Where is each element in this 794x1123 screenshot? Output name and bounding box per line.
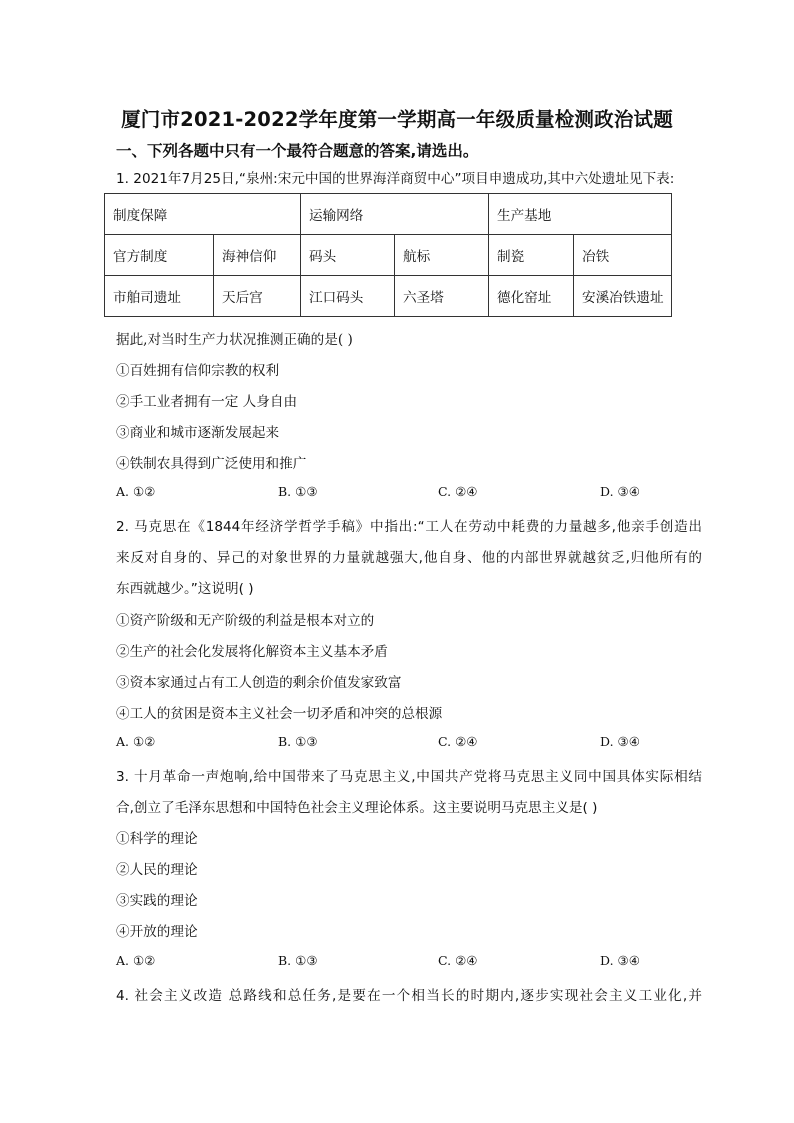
choice-d[interactable]: D. ③④ bbox=[600, 484, 640, 499]
q3-option-4: ④开放的理论 bbox=[116, 924, 198, 940]
table-cell: 官方制度 bbox=[105, 235, 214, 276]
table-header-cell: 制度保障 bbox=[105, 194, 301, 235]
table-cell: 码头 bbox=[301, 235, 395, 276]
table-header-row bbox=[105, 194, 672, 235]
table-header-cell: 运输网络 bbox=[301, 194, 489, 235]
table-cell: 航标 bbox=[395, 235, 489, 276]
choice-a[interactable]: A. ①② bbox=[116, 734, 156, 749]
q1-question: 据此,对当时生产力状况推测正确的是( ) bbox=[116, 332, 353, 348]
q1-option-3: ③商业和城市逐渐发展起来 bbox=[116, 425, 280, 441]
table-cell: 六圣塔 bbox=[395, 276, 489, 317]
table-cell: 市舶司遗址 bbox=[105, 276, 214, 317]
q3-option-1: ①科学的理论 bbox=[116, 831, 198, 847]
choice-a[interactable]: A. ①② bbox=[116, 484, 156, 499]
table-header-cell: 生产基地 bbox=[489, 194, 672, 235]
choice-d[interactable]: D. ③④ bbox=[600, 734, 640, 749]
choice-b[interactable]: B. ①③ bbox=[278, 734, 318, 749]
q2-stem-line-3: 东西就越少。”这说明( ) bbox=[116, 581, 254, 597]
q2-stem-line-2: 来反对自身的、异己的对象世界的力量就越强大,他自身、他的内部世界就越贫乏,归他所有的 bbox=[116, 550, 702, 566]
exam-title: 厦门市2021-2022学年度第一学期高一年级质量检测政治试题 bbox=[121, 108, 673, 131]
q2-option-4: ④工人的贫困是资本主义社会一切矛盾和冲突的总根源 bbox=[116, 706, 443, 722]
q1-option-2: ②手工业者拥有一定 人身自由 bbox=[116, 394, 298, 410]
q1-option-1: ①百姓拥有信仰宗教的权利 bbox=[116, 363, 280, 379]
table-cell: 海神信仰 bbox=[214, 235, 301, 276]
table-cell: 天后宫 bbox=[214, 276, 301, 317]
table-cell: 制瓷 bbox=[489, 235, 574, 276]
choice-b[interactable]: B. ①③ bbox=[278, 484, 318, 499]
section-heading: 一、下列各题中只有一个最符合题意的答案,请选出。 bbox=[116, 142, 479, 160]
table-row bbox=[105, 235, 672, 276]
choice-a[interactable]: A. ①② bbox=[116, 953, 156, 968]
choice-d[interactable]: D. ③④ bbox=[600, 953, 640, 968]
heritage-sites-table bbox=[104, 193, 672, 317]
q3-stem-line-1: 3. 十月革命一声炮响,给中国带来了马克思主义,中国共产党将马克思主义同中国具体实际相结 bbox=[116, 769, 702, 785]
table-cell: 冶铁 bbox=[574, 235, 672, 276]
q4-stem-line-1: 4. 社会主义改造 总路线和总任务,是要在一个相当长的时期内,逐步实现社会主义工业化,并 bbox=[116, 988, 702, 1004]
q1-option-4: ④铁制农具得到广泛使用和推广 bbox=[116, 456, 307, 472]
choice-c[interactable]: C. ②④ bbox=[438, 734, 478, 749]
q2-option-3: ③资本家通过占有工人创造的剩余价值发家致富 bbox=[116, 675, 402, 691]
q2-option-1: ①资产阶级和无产阶级的利益是根本对立的 bbox=[116, 613, 375, 629]
table-row bbox=[105, 276, 672, 317]
q2-stem-line-1: 2. 马克思在《1844年经济学哲学手稿》中指出:“工人在劳动中耗费的力量越多,他亲手创造出 bbox=[116, 519, 702, 535]
q3-option-2: ②人民的理论 bbox=[116, 862, 198, 878]
q2-option-2: ②生产的社会化发展将化解资本主义基本矛盾 bbox=[116, 644, 388, 660]
choice-c[interactable]: C. ②④ bbox=[438, 953, 478, 968]
choice-c[interactable]: C. ②④ bbox=[438, 484, 478, 499]
table-cell: 德化窑址 bbox=[489, 276, 574, 317]
table-cell: 江口码头 bbox=[301, 276, 395, 317]
table-cell: 安溪冶铁遗址 bbox=[574, 276, 672, 317]
q3-stem-line-2: 合,创立了毛泽东思想和中国特色社会主义理论体系。这主要说明马克思主义是( ) bbox=[116, 800, 598, 816]
q1-stem: 1. 2021年7月25日,“泉州:宋元中国的世界海洋商贸中心”项目申遗成功,其中六处遗址见下表: bbox=[116, 171, 675, 187]
choice-b[interactable]: B. ①③ bbox=[278, 953, 318, 968]
q3-option-3: ③实践的理论 bbox=[116, 893, 198, 909]
